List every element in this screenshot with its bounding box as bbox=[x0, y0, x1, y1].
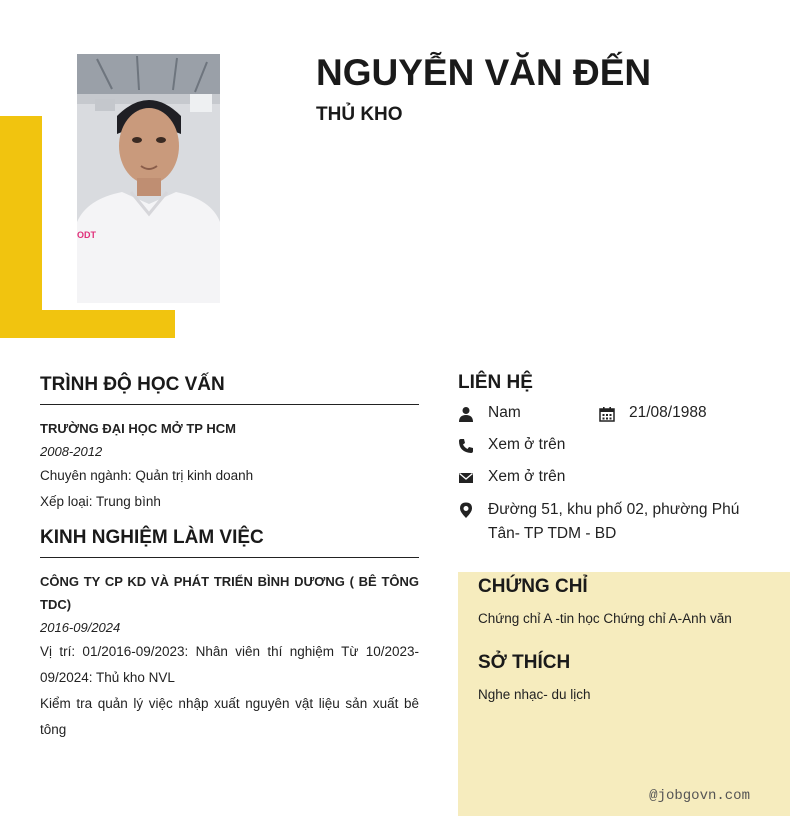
education-period: 2008-2012 bbox=[40, 444, 103, 459]
person-icon bbox=[458, 406, 474, 422]
company-name: CÔNG TY CP KD VÀ PHÁT TRIỂN BÌNH DƯƠNG ( BÊ TÔNG TDC) bbox=[40, 574, 419, 612]
phone-value: Xem ở trên bbox=[488, 436, 566, 453]
accent-bar-vertical bbox=[0, 116, 42, 338]
contact-heading: LIÊN HỆ bbox=[458, 372, 533, 393]
calendar-icon bbox=[599, 406, 615, 422]
experience-description: Kiểm tra quản lý việc nhập xuất nguyên vật liệu sản xuất bê tông bbox=[40, 696, 419, 737]
education-entry bbox=[40, 405, 419, 515]
job-title: THỦ KHO bbox=[316, 104, 403, 125]
birthday-value: 21/08/1988 bbox=[629, 404, 707, 421]
contact-row-gender bbox=[458, 402, 768, 434]
education-grade: Xếp loại: Trung bình bbox=[40, 494, 161, 509]
address-value: Đường 51, khu phố 02, phường Phú Tân- TP TDM - BD bbox=[488, 501, 740, 542]
main-column bbox=[40, 374, 419, 743]
contact-section bbox=[458, 372, 768, 546]
email-value: Xem ở trên bbox=[488, 468, 566, 485]
contact-row-email bbox=[458, 466, 768, 498]
side-panel bbox=[458, 572, 790, 816]
contact-row-address bbox=[458, 498, 768, 546]
watermark: @jobgovn.com bbox=[649, 788, 750, 804]
experience-heading: KINH NGHIỆM LÀM VIỆC bbox=[40, 527, 419, 558]
certificates-heading: CHỨNG CHỈ bbox=[478, 576, 588, 597]
mail-icon bbox=[458, 470, 474, 486]
school-name: TRƯỜNG ĐẠI HỌC MỞ TP HCM bbox=[40, 421, 236, 436]
education-heading: TRÌNH ĐỘ HỌC VẤN bbox=[40, 374, 419, 405]
contact-row-phone bbox=[458, 434, 768, 466]
phone-icon bbox=[458, 438, 474, 454]
hobbies-heading: SỞ THÍCH bbox=[478, 652, 571, 673]
accent-bar-horizontal bbox=[0, 310, 175, 338]
candidate-name: NGUYỄN VĂN ĐẾN bbox=[316, 52, 652, 93]
shirt-logo: ODT bbox=[77, 230, 96, 240]
gender-value: Nam bbox=[488, 404, 521, 421]
certificates-text: Chứng chỉ A -tin học Chứng chỉ A-Anh văn bbox=[478, 611, 732, 626]
profile-photo bbox=[77, 54, 220, 303]
education-major: Chuyên ngành: Quản trị kinh doanh bbox=[40, 468, 254, 483]
experience-period: 2016-09/2024 bbox=[40, 620, 121, 635]
hobbies-text: Nghe nhạc- du lịch bbox=[478, 687, 591, 702]
location-pin-icon bbox=[458, 502, 474, 518]
experience-position: Vị trí: 01/2016-09/2023: Nhân viên thí nghiệm Từ 10/2023-09/2024: Thủ kho NVL bbox=[40, 644, 419, 685]
experience-entry bbox=[40, 558, 419, 743]
